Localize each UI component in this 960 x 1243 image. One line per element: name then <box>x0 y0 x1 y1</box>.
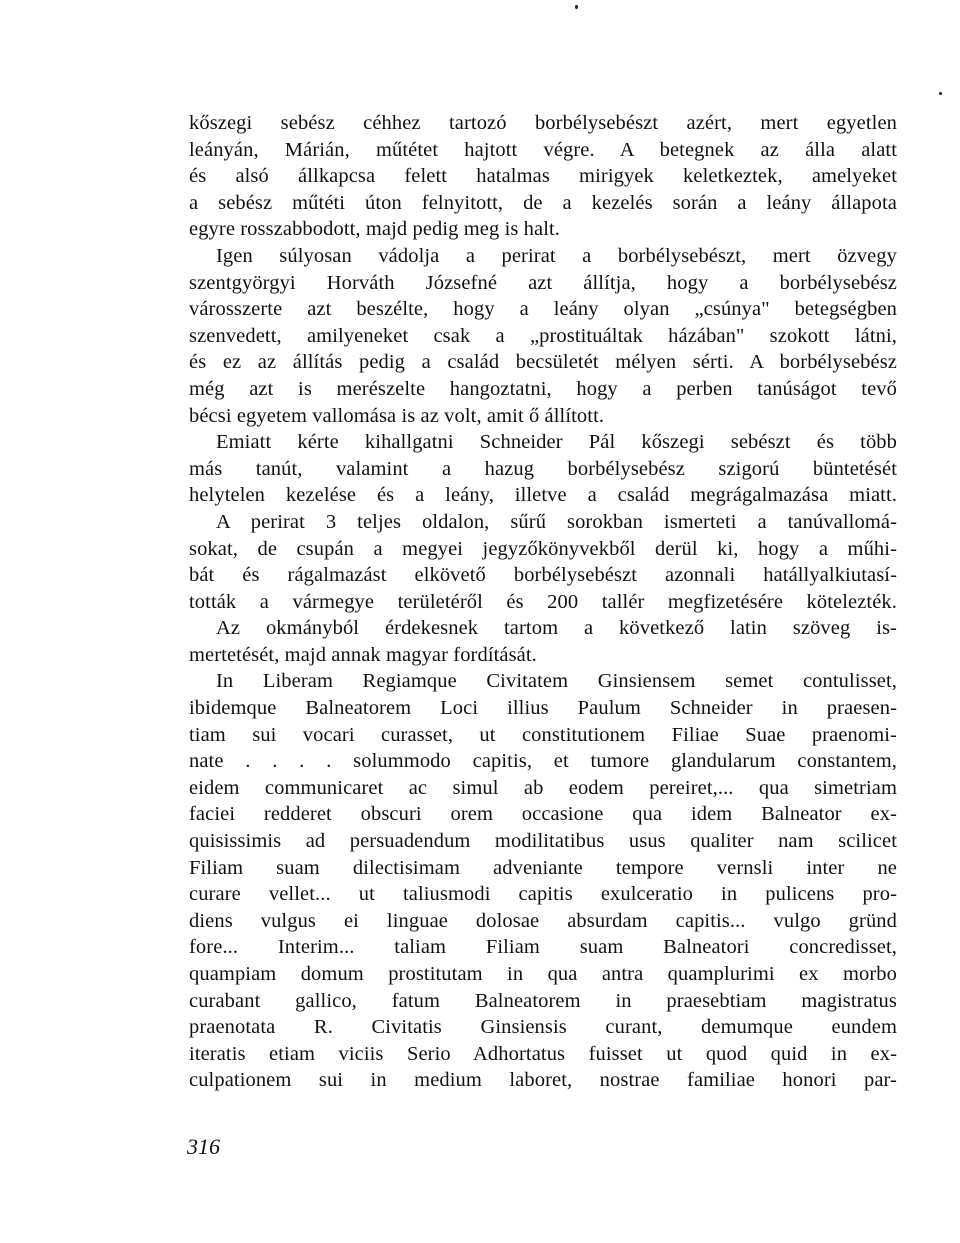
text-line: Filiam suam dilectisimam adveniante tempore vernsli inter ne <box>189 856 897 879</box>
text-line: mertetését, majd annak magyar fordítását. <box>189 643 537 666</box>
text-line: curabant gallico, fatum Balneatorem in praesebtiam magistratus <box>189 989 897 1012</box>
text-line: culpationem sui in medium laboret, nostrae familiae honori par- <box>189 1069 897 1092</box>
text-line: helytelen kezelése és a leány, illetve a család megrágalmazása miatt. <box>189 484 897 507</box>
text-line: még azt is merészelte hangoztatni, hogy a perben tanúságot tevő <box>189 377 897 400</box>
text-line: fore... Interim... taliam Filiam suam Balneatori concredisset, <box>189 936 897 959</box>
paragraph-first-line: A perirat 3 teljes oldalon, sűrű sorokban ismerteti a tanúvallomá- <box>216 510 897 533</box>
text-line: praenotata R. Civitatis Ginsiensis curant, demumque eundem <box>189 1016 897 1039</box>
paragraph-first-line: Igen súlyosan vádolja a perirat a borbélysebészt, mert özvegy <box>216 244 897 267</box>
text-line: eidem communicaret ac simul ab eodem pereiret,... qua simetriam <box>189 776 897 799</box>
text-line: tiam sui vocari curasset, ut constitutionem Filiae Suae praenomi- <box>189 723 897 746</box>
text-line: szenvedett, amilyeneket csak a „prostituáltak házában" szokott látni, <box>189 324 897 347</box>
text-line: diens vulgus ei linguae dolosae absurdam capitis... vulgo gründ <box>189 909 897 932</box>
text-line: a sebész műtéti úton felnyitott, de a kezelés során a leány állapota <box>189 191 897 214</box>
text-line: és ez az állítás pedig a család becsületét mélyen sérti. A borbélysebész <box>189 351 897 374</box>
scan-speck <box>575 5 578 9</box>
paragraph-first-line: In Liberam Regiamque Civitatem Ginsiensem semet contulisset, <box>216 670 897 693</box>
page-number: 316 <box>187 1134 220 1159</box>
text-line: és alsó állkapcsa felett hatalmas mirigyek keletkeztek, amelyeket <box>189 165 897 188</box>
text-line: bát és rágalmazást elkövető borbélysebészt azonnali hatállyalkiutasí- <box>189 564 897 587</box>
text-line: leányán, Márián, műtétet hajtott végre. A betegnek az álla alatt <box>189 138 897 161</box>
text-line: quisissimis ad persuadendum modilitatibus usus qualiter nam scilicet <box>189 830 897 853</box>
text-line: curare vellet... ut taliusmodi capitis exulceratio in pulicens pro- <box>189 883 897 906</box>
paragraph-first-line: Az okmányból érdekesnek tartom a következő latin szöveg is- <box>216 617 897 640</box>
text-line: egyre rosszabbodott, majd pedig meg is halt. <box>189 218 561 241</box>
text-line: tották a vármegye területéről és 200 tallér megfizetésére kötelezték. <box>189 590 897 613</box>
text-line: városszerte azt beszélte, hogy a leány olyan „csúnya" betegségben <box>189 298 897 321</box>
text-line: ibidemque Balneatorem Loci illius Paulum Schneider in praesen- <box>189 697 897 720</box>
text-line: szentgyörgyi Horváth Józsefné azt állítja, hogy a borbélysebész <box>189 271 897 294</box>
body-text <box>189 110 897 1094</box>
text-line: bécsi egyetem vallomása is az volt, amit ő állított. <box>189 404 605 427</box>
text-line: sokat, de csupán a megyei jegyzőkönyvekből derül ki, hogy a műhi- <box>189 537 897 560</box>
text-line: más tanút, valamint a hazug borbélysebész szigorú büntetését <box>189 457 897 480</box>
paragraph-first-line: Emiatt kérte kihallgatni Schneider Pál kőszegi sebészt és több <box>216 431 897 454</box>
text-line: iteratis etiam viciis Serio Adhortatus fuisset ut quod quid in ex- <box>189 1042 897 1065</box>
scan-speck <box>939 92 942 95</box>
text-line: kőszegi sebész céhhez tartozó borbélysebészt azért, mert egyetlen <box>189 112 897 134</box>
text-line: quampiam domum prostitutam in qua antra quamplurimi ex morbo <box>189 963 897 985</box>
text-line: faciei redderet obscuri orem occasione qua idem Balneator ex- <box>189 803 897 826</box>
text-line: nate . . . . solummodo capitis, et tumore glandularum constantem, <box>189 750 897 773</box>
